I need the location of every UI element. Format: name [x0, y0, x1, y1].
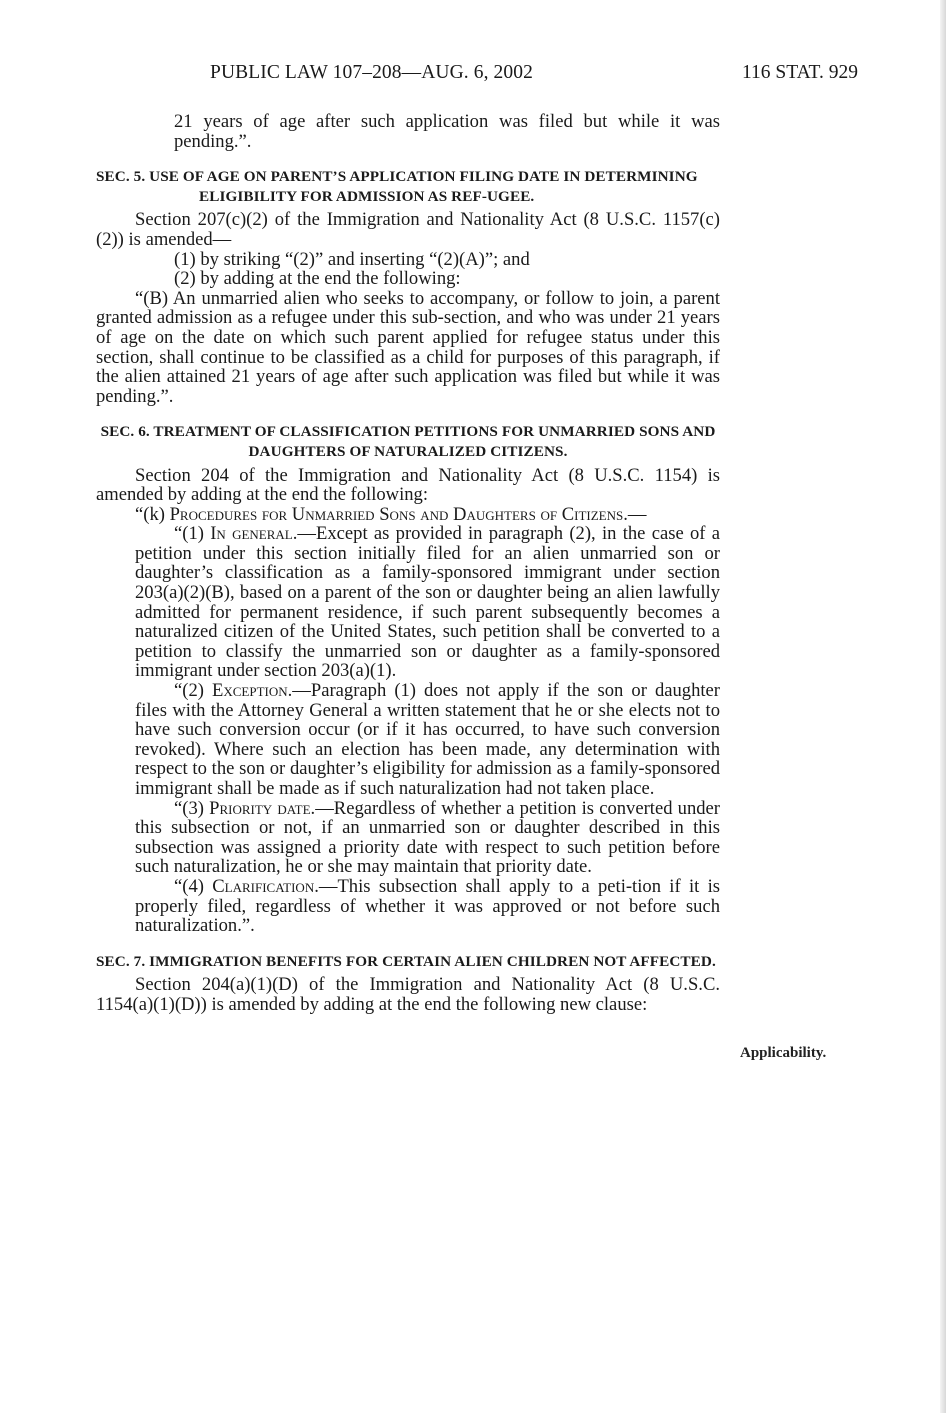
p2-prefix: “(2): [174, 680, 204, 702]
sec6-subsection-k: [96, 505, 720, 525]
p4-prefix: “(4): [174, 875, 204, 897]
p1-text: —Except as provided in paragraph (2), in the case of a petition under this section initially filed for an alien unmarried son or daughter’s classification as a family-sponsored immigrant under section 203(a)(2)(B), based on a parent of the son or daughter being an alien lawfully admitted for permanent residence, if such parent subsequently becomes a naturalized citizen of the United States, such petition shall be converted to a petition to classify the unmarried son or daughter as a family-sponsored immigrant under section 203(a)(1).: [135, 523, 720, 682]
sec5-heading: SEC. 5. USE OF AGE ON PARENT’S APPLICATION FILING DATE IN DETERMINING ELIGIBILITY FOR ADMISSION AS REF-UGEE.: [96, 168, 698, 205]
margin-note-applicability: Applicability.: [740, 1045, 827, 1061]
sec7-heading: SEC. 7. IMMIGRATION BENEFITS FOR CERTAIN ALIEN CHILDREN NOT AFFECTED.: [96, 952, 716, 970]
p3-text: —Regardless of whether a petition is converted under this subsection or not, if an unmarried son or daughter described in this subsection was assigned a priority date with respect to such petition before such naturalization, he or she may maintain that priority date.: [135, 797, 720, 878]
p3-title: Priority date.: [209, 797, 316, 819]
statute-page-number: 116 STAT. 929: [742, 62, 858, 83]
p3-prefix: “(3): [174, 797, 204, 819]
sec6-paragraph-2: [96, 681, 720, 799]
k-dash: —: [627, 503, 647, 525]
p1-title: In general.: [210, 523, 298, 545]
page-edge-shadow: [940, 0, 946, 1413]
sec7-lead: Section 204(a)(1)(D) of the Immigration and Nationality Act (8 U.S.C. 1154(a)(1)(D)) is amended by adding at the end the following new clause:: [96, 974, 720, 1015]
body-text: [96, 112, 720, 1015]
sec5-item-1: (1) by striking “(2)” and inserting “(2)(A)”; and: [174, 248, 530, 270]
p2-title: Exception.: [212, 680, 293, 702]
public-law-header: PUBLIC LAW 107–208—AUG. 6, 2002: [210, 62, 533, 83]
k-prefix: “(k): [135, 503, 165, 525]
sec5-lead: Section 207(c)(2) of the Immigration and Nationality Act (8 U.S.C. 1157(c)(2)) is amended—: [96, 209, 720, 250]
p1-prefix: “(1): [174, 523, 204, 545]
sec5-item-2: (2) by adding at the end the following:: [174, 268, 461, 290]
p4-text: —This subsection shall apply to a peti-tion if it is properly filed, regardless of whether it was approved or not before such naturalization.”.: [135, 875, 720, 937]
k-title: Procedures for Unmarried Sons and Daughters of Citizens.: [169, 503, 628, 525]
sec5-quoted-text: “(B) An unmarried alien who seeks to accompany, or follow to join, a parent granted admission as a refugee under this sub-section, and who was under 21 years of age on the date on which such parent applied for refugee status under this section, shall continue to be classified as a child for purposes of this paragraph, if the alien attained 21 years of age after such application was filed but while it was pending.”.: [96, 287, 720, 407]
running-head: [0, 62, 946, 92]
sec6-lead: Section 204 of the Immigration and Nationality Act (8 U.S.C. 1154) is amended by adding at the end the following:: [96, 464, 720, 506]
p2-text: —Paragraph (1) does not apply if the son or daughter files with the Attorney General a written statement that he or she elects not to have such conversion occur (or if it has occurred, to have such conversion revoked). Where such an election has been made, any determination with respect to the son or daughter’s eligibility for admission as a family-sponsored immigrant shall be made as if such naturalization had not taken place.: [135, 680, 720, 799]
sec6-paragraph-4: [96, 877, 720, 936]
sec6-paragraph-1: [96, 524, 720, 681]
p4-title: Clarification.: [212, 875, 319, 897]
intro-continuation: 21 years of age after such application was filed but while it was pending.”.: [174, 111, 720, 152]
sec6-heading: SEC. 6. TREATMENT OF CLASSIFICATION PETITIONS FOR UNMARRIED SONS AND DAUGHTERS OF NATURALIZED CITIZENS.: [100, 423, 716, 460]
sec6-paragraph-3: [96, 799, 720, 877]
